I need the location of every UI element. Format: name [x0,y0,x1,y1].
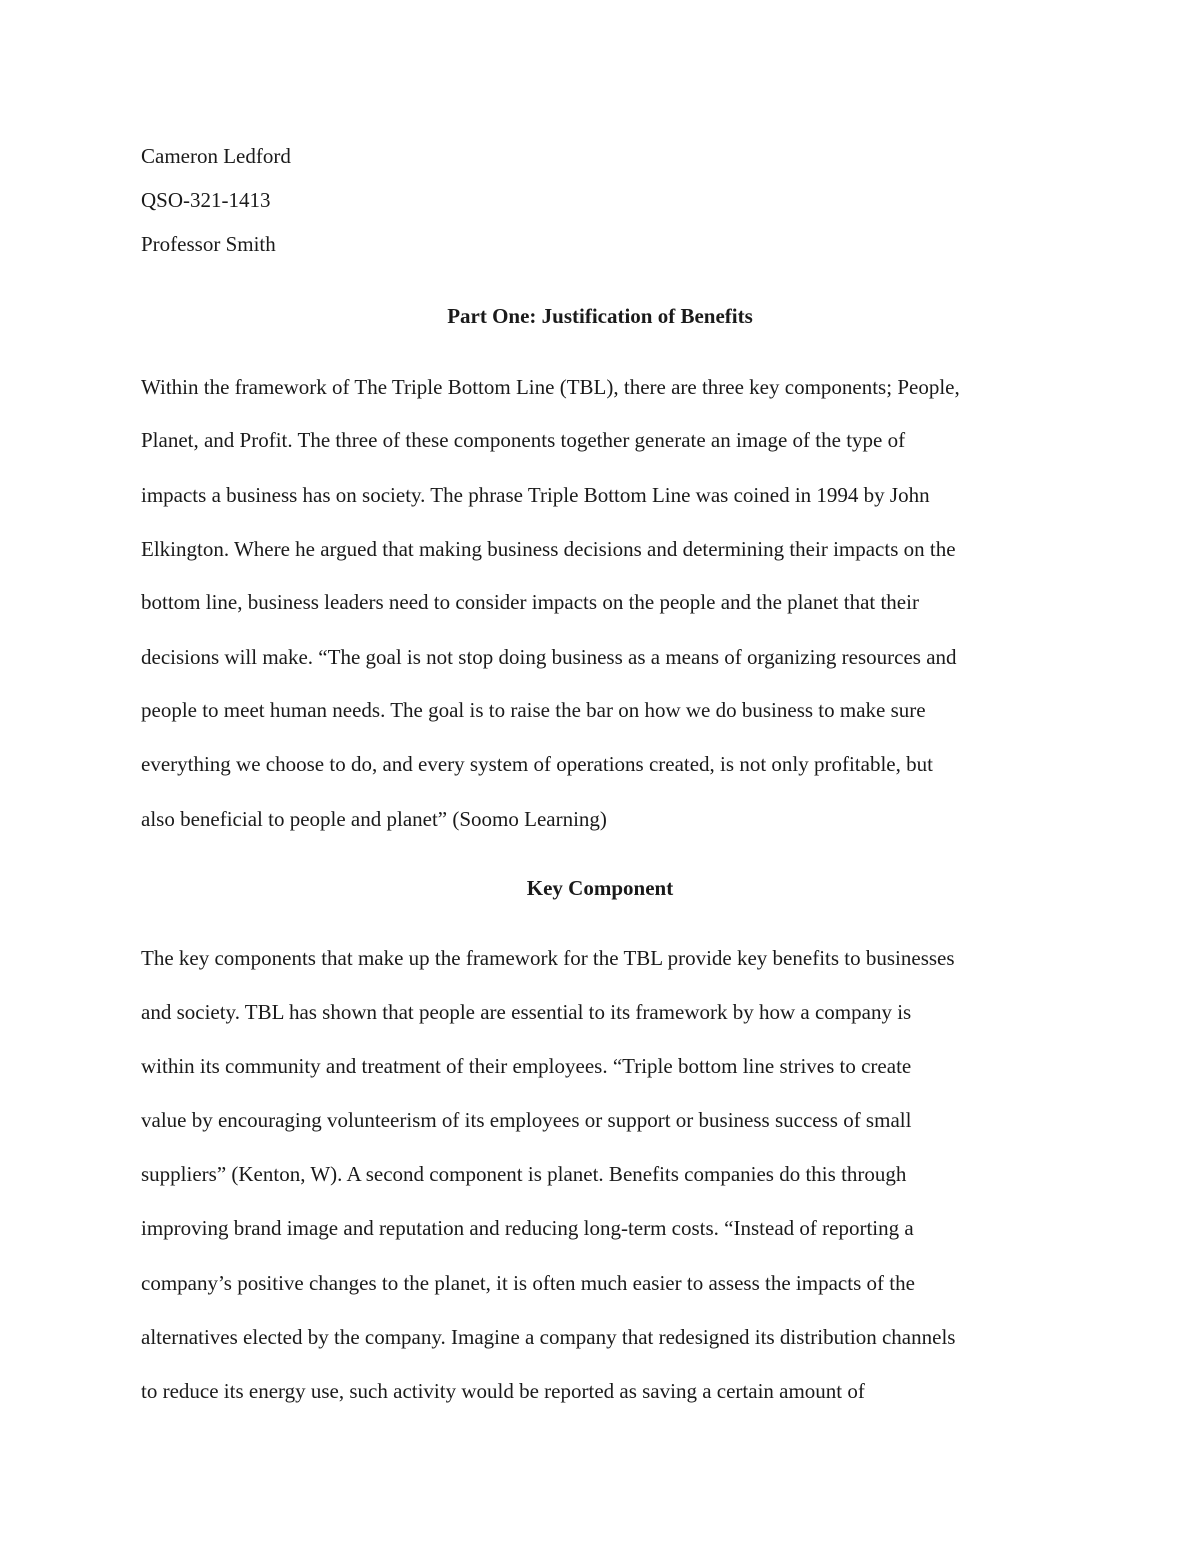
paragraph-line: alternatives elected by the company. Imagine a company that redesigned its distribution channels [141,1325,956,1349]
professor-name: Professor Smith [141,232,276,256]
paragraph-line: Within the framework of The Triple Bottom Line (TBL), there are three key components; People, [141,375,960,399]
paragraph-line: decisions will make. “The goal is not stop doing business as a means of organizing resources and [141,645,957,669]
paragraph-line: suppliers” (Kenton, W). A second component is planet. Benefits companies do this through [141,1162,907,1186]
paragraph-line: Elkington. Where he argued that making business decisions and determining their impacts on the [141,537,956,561]
paragraph-line: improving brand image and reputation and reducing long-term costs. “Instead of reporting a [141,1216,914,1240]
paragraph-line: bottom line, business leaders need to consider impacts on the people and the planet that their [141,590,919,614]
paragraph-line: and society. TBL has shown that people are essential to its framework by how a company is [141,1000,912,1024]
course-code: QSO-321-1413 [141,188,271,212]
section-heading-key-component: Key Component [526,876,674,900]
paragraph-line: also beneficial to people and planet” (Soomo Learning) [141,807,607,831]
section-heading-justification: Part One: Justification of Benefits [447,304,753,328]
paragraph-line: company’s positive changes to the planet, it is often much easier to assess the impacts of the [141,1271,915,1295]
paragraph-line: to reduce its energy use, such activity would be reported as saving a certain amount of [141,1379,865,1403]
paragraph-line: impacts a business has on society. The phrase Triple Bottom Line was coined in 1994 by John [141,483,930,507]
paragraph-line: everything we choose to do, and every system of operations created, is not only profitable, but [141,752,933,776]
paragraph-line: people to meet human needs. The goal is to raise the bar on how we do business to make sure [141,698,926,722]
paragraph-line: The key components that make up the framework for the TBL provide key benefits to businesses [141,946,955,970]
author-name: Cameron Ledford [141,144,291,168]
paragraph-line: Planet, and Profit. The three of these components together generate an image of the type of [141,428,906,452]
paragraph-line: within its community and treatment of their employees. “Triple bottom line strives to create [141,1054,912,1078]
paragraph-line: value by encouraging volunteerism of its employees or support or business success of small [141,1108,912,1132]
